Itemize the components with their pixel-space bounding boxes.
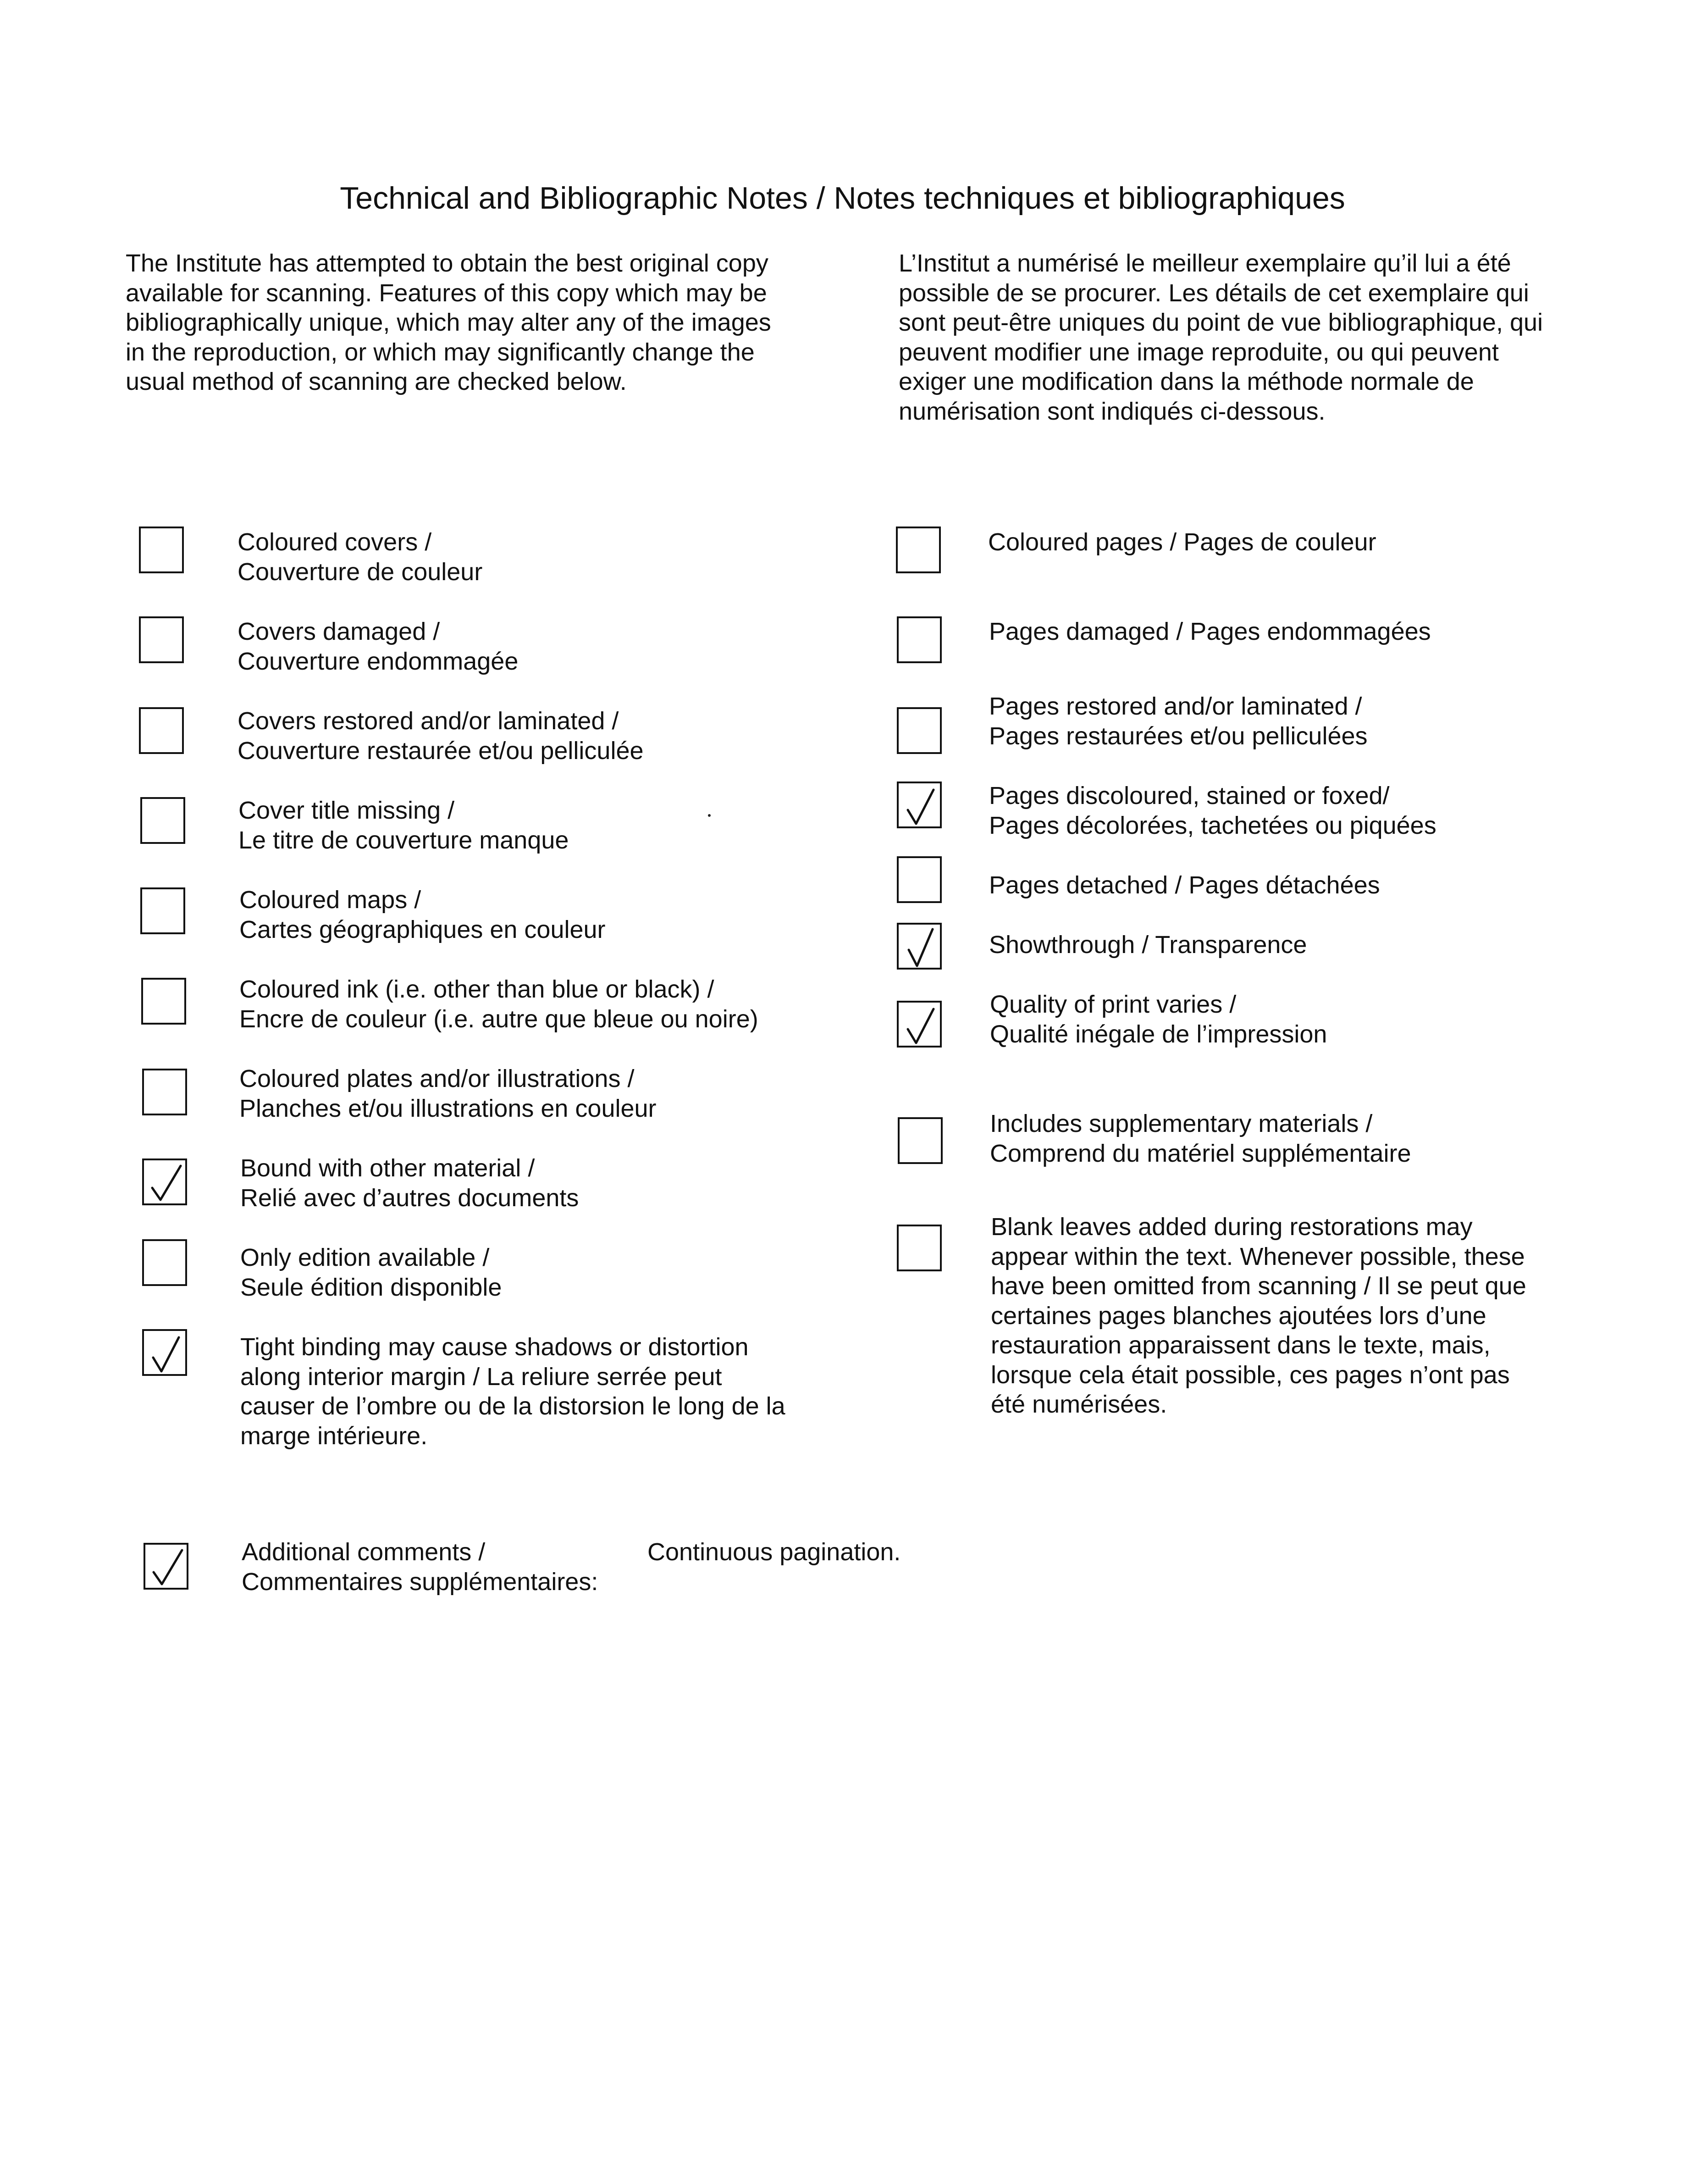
item-label-line: Encre de couleur (i.e. autre que bleue ou noire) <box>239 1005 758 1033</box>
item-label-line: Coloured ink (i.e. other than blue or black) / <box>239 976 714 1003</box>
right-checkbox-1[interactable] <box>897 616 942 663</box>
item-label-line: lorsque cela était possible, ces pages n’ont pas <box>991 1361 1510 1389</box>
left-item-label-4 <box>239 885 606 944</box>
item-label-line: Coloured covers / <box>238 528 432 556</box>
item-label-line: Cover title missing / <box>238 797 455 824</box>
item-label-line: Includes supplementary materials / <box>990 1110 1373 1137</box>
left-item-label-3 <box>238 796 569 855</box>
intro-fr-line: possible de se procurer. Les détails de cet exemplaire qui <box>899 279 1529 307</box>
right-item-label-1 <box>989 617 1431 647</box>
checkmark-icon <box>144 1160 185 1203</box>
additional-comments-label <box>242 1537 598 1596</box>
item-label-line: Blank leaves added during restorations may <box>991 1213 1473 1241</box>
checkmark-icon <box>899 925 940 968</box>
item-label-line: Additional comments / <box>242 1538 486 1566</box>
right-checkbox-4[interactable] <box>897 856 942 903</box>
intro-french <box>899 249 1543 426</box>
left-checkbox-3[interactable] <box>140 797 185 844</box>
item-label-line: have been omitted from scanning / Il se peut que <box>991 1272 1526 1300</box>
item-label-line: causer de l’ombre ou de la distorsion le long de la <box>240 1392 785 1420</box>
left-item-label-5 <box>239 975 758 1034</box>
right-item-label-6 <box>990 990 1327 1049</box>
item-label-line: Comprend du matériel supplémentaire <box>990 1139 1411 1167</box>
left-item-label-2 <box>238 706 644 765</box>
item-label-line: Covers restored and/or laminated / <box>238 707 619 735</box>
intro-fr-line: peuvent modifier une image reproduite, ou qui peuvent <box>899 338 1499 366</box>
right-item-label-7 <box>990 1109 1411 1168</box>
item-label-line: Bound with other material / <box>240 1154 535 1182</box>
item-label-line: Commentaires supplémentaires: <box>242 1568 598 1596</box>
left-checkbox-0[interactable] <box>139 527 184 573</box>
item-label-line: Tight binding may cause shadows or distortion <box>240 1333 749 1361</box>
item-label-line: Covers damaged / <box>238 618 440 645</box>
checkmark-icon <box>899 1003 940 1046</box>
right-checkbox-2[interactable] <box>897 707 942 754</box>
item-label-line: Pages damaged / Pages endommagées <box>989 618 1431 645</box>
item-label-line: Quality of print varies / <box>990 991 1237 1018</box>
item-label-line: Planches et/ou illustrations en couleur <box>239 1094 657 1122</box>
item-label-line: appear within the text. Whenever possible, these <box>991 1242 1525 1270</box>
left-item-label-6 <box>239 1064 657 1123</box>
intro-en-line: usual method of scanning are checked below. <box>126 368 627 395</box>
right-item-label-0 <box>988 527 1376 557</box>
right-item-label-5 <box>989 930 1307 960</box>
item-label-line: Showthrough / Transparence <box>989 931 1307 959</box>
right-item-label-3 <box>989 781 1436 840</box>
right-checkbox-6[interactable] <box>897 1001 942 1048</box>
intro-en-line: The Institute has attempted to obtain the best original copy <box>126 249 768 277</box>
item-label-line: Pages restaurées et/ou pelliculées <box>989 722 1368 750</box>
item-label-line: Qualité inégale de l’impression <box>990 1020 1327 1048</box>
left-checkbox-8[interactable] <box>142 1239 187 1286</box>
left-item-label-9 <box>240 1332 785 1451</box>
checkmark-icon <box>899 783 940 826</box>
intro-fr-line: exiger une modification dans la méthode normale de <box>899 368 1474 395</box>
intro-fr-line: numérisation sont indiqués ci-dessous. <box>899 397 1326 425</box>
item-label-line: Pages discoloured, stained or foxed/ <box>989 782 1390 809</box>
item-label-line: Only edition available / <box>240 1244 490 1271</box>
right-item-label-8 <box>991 1212 1526 1419</box>
left-checkbox-9[interactable] <box>142 1329 187 1376</box>
left-item-label-1 <box>238 617 518 676</box>
intro-en-line: available for scanning. Features of this copy which may be <box>126 279 767 307</box>
left-item-label-8 <box>240 1243 502 1302</box>
intro-fr-line: L’Institut a numérisé le meilleur exemplaire qu’il lui a été <box>899 249 1511 277</box>
item-label-line: Le titre de couverture manque <box>238 826 569 854</box>
item-label-line: marge intérieure. <box>240 1422 428 1450</box>
item-label-line: Couverture de couleur <box>238 558 483 586</box>
item-label-line: Coloured maps / <box>239 886 421 914</box>
additional-comments-checkbox[interactable] <box>144 1543 188 1590</box>
right-checkbox-5[interactable] <box>897 923 942 970</box>
checkmark-icon <box>145 1545 187 1588</box>
left-checkbox-5[interactable] <box>141 978 186 1025</box>
intro-english <box>126 249 771 397</box>
intro-fr-line: sont peut-être uniques du point de vue bibliographique, qui <box>899 309 1543 336</box>
left-checkbox-7[interactable] <box>142 1159 187 1205</box>
item-label-line: Cartes géographiques en couleur <box>239 915 606 943</box>
item-label-line: Coloured plates and/or illustrations / <box>239 1065 635 1092</box>
left-checkbox-4[interactable] <box>140 887 185 934</box>
item-label-line: restauration apparaissent dans le texte, mais, <box>991 1331 1491 1359</box>
right-checkbox-7[interactable] <box>898 1117 943 1164</box>
checkmark-icon <box>144 1331 185 1374</box>
page-title: Technical and Bibliographic Notes / Notes techniques et bibliographiques <box>340 181 1345 216</box>
item-label-line: Pages décolorées, tachetées ou piquées <box>989 811 1436 839</box>
item-label-line: Pages restored and/or laminated / <box>989 693 1362 720</box>
left-checkbox-2[interactable] <box>139 707 184 754</box>
additional-comments-value: Continuous pagination. <box>647 1538 901 1566</box>
left-checkbox-6[interactable] <box>142 1069 187 1115</box>
item-label-line: certaines pages blanches ajoutées lors d’une <box>991 1302 1486 1330</box>
intro-en-line: bibliographically unique, which may alter any of the images <box>126 309 771 336</box>
item-label-line: Coloured pages / Pages de couleur <box>988 528 1376 556</box>
left-item-label-0 <box>238 527 482 587</box>
item-label-line: Seule édition disponible <box>240 1273 502 1301</box>
scan-speck <box>708 814 711 817</box>
right-checkbox-8[interactable] <box>897 1225 942 1271</box>
left-item-label-7 <box>240 1153 579 1213</box>
right-checkbox-0[interactable] <box>896 527 941 573</box>
item-label-line: Couverture endommagée <box>238 647 519 675</box>
item-label-line: along interior margin / La reliure serrée peut <box>240 1363 722 1391</box>
item-label-line: Couverture restaurée et/ou pelliculée <box>238 737 644 765</box>
item-label-line: Relié avec d’autres documents <box>240 1184 579 1212</box>
right-item-label-2 <box>989 692 1368 751</box>
item-label-line: été numérisées. <box>991 1391 1167 1418</box>
item-label-line: Pages detached / Pages détachées <box>989 871 1380 899</box>
right-item-label-4 <box>989 870 1380 900</box>
left-checkbox-1[interactable] <box>139 616 184 663</box>
intro-en-line: in the reproduction, or which may significantly change the <box>126 338 755 366</box>
right-checkbox-3[interactable] <box>897 782 942 828</box>
